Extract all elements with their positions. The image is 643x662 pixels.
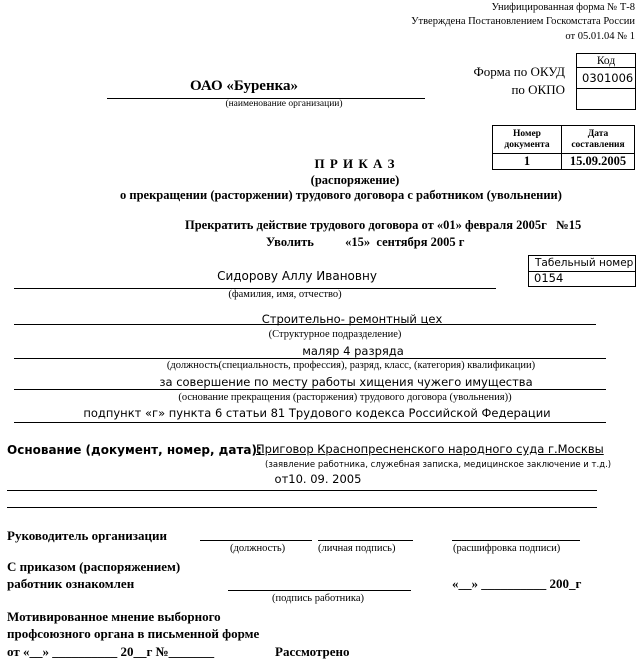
employee-name-caption: (фамилия, имя, отчество) (228, 289, 342, 300)
department-caption: (Структурное подразделение) (268, 329, 402, 340)
ack-line-1: С приказом (распоряжением) (7, 559, 181, 574)
basis-label: Основание (документ, номер, дата): (7, 443, 262, 457)
basis-date: от10. 09. 2005 (274, 472, 362, 486)
basis-caption: (заявление работника, служебная записка, медицинское заключение и т.д.) (265, 460, 612, 470)
order-description: о прекращении (расторжении) трудового договора с работником (увольнении) (120, 188, 562, 202)
code-header: Код (596, 55, 616, 67)
organization-name: ОАО «Буренка» (189, 78, 299, 94)
legal-article: подпункт «г» пункта 6 статьи 81 Трудового кодекса Российской Федерации (83, 406, 551, 420)
decoding-caption: (расшифровка подписи) (453, 543, 561, 554)
basis-underline-1 (7, 490, 597, 491)
ack-date: «__» __________ 200_г (452, 576, 582, 591)
union-line-3: от «__» __________ 20__г №_______ (7, 644, 215, 659)
order-subtitle: (распоряжение) (310, 173, 400, 187)
union-line-2: профсоюзного органа в письменной форме (7, 626, 260, 641)
tabel-number-value: 0154 (534, 271, 564, 285)
union-line-1: Мотивированное мнение выборного (7, 609, 221, 624)
department-value: Строительно- ремонтный цех (261, 312, 443, 326)
basis-value: Приговор Краснопресненского народного суда г.Москвы (256, 442, 604, 456)
number-header-2: документа (504, 139, 550, 150)
approval-date-line: от 05.01.04 № 1 (565, 31, 635, 42)
employee-signature-caption: (подпись работника) (271, 593, 365, 604)
department-underline (14, 324, 596, 325)
date-header-1: Дата (587, 128, 609, 139)
okud-label: Форма по ОКУД (473, 64, 565, 79)
terminate-contract-line: Прекратить действие трудового договора от «01» февраля 2005г №15 (185, 218, 582, 232)
union-reviewed: Рассмотрено (275, 644, 350, 659)
position-underline (14, 358, 606, 359)
doc-date-value: 15.09.2005 (562, 154, 635, 170)
doc-number-table (492, 125, 635, 170)
organization-caption: (наименование организации) (225, 99, 343, 109)
reason-caption: (основание прекращения (расторжения) трудового договора (увольнения)) (178, 392, 512, 403)
head-decoding-line (452, 540, 580, 541)
order-title: П Р И К А З (314, 156, 396, 171)
position-value: маляр 4 разряда (302, 344, 404, 358)
approval-line: Утверждена Постановлением Госкомстата России (411, 16, 635, 27)
number-header-1: Номер (513, 128, 541, 139)
form-number-line: Унифицированная форма № Т-8 (491, 2, 635, 13)
okpo-label: по ОКПО (511, 82, 565, 97)
signature-caption: (личная подпись) (318, 543, 396, 554)
ack-line-2: работник ознакомлен (7, 576, 135, 591)
employee-signature-line (228, 590, 411, 591)
okud-value: 0301006 (582, 71, 634, 85)
head-label: Руководитель организации (7, 528, 167, 543)
article-underline (14, 422, 606, 423)
head-signature-line (318, 540, 413, 541)
date-header-2: составления (571, 139, 625, 150)
head-position-line (200, 540, 312, 541)
position-caption-sig: (должность) (230, 543, 286, 554)
dismiss-line: Уволить «15» сентября 2005 г (266, 235, 465, 249)
position-caption: (должность(специальность, профессия), разряд, класс, (категория) квалификации) (166, 360, 536, 371)
doc-number-value: 1 (493, 154, 562, 170)
tabel-number-label: Табельный номер (535, 257, 634, 269)
dismissal-reason: за совершение по месту работы хищения чужего имущества (159, 375, 533, 389)
reason-underline (14, 389, 606, 390)
basis-underline-2 (7, 507, 597, 508)
employee-name: Сидорову Аллу Ивановну (217, 269, 377, 283)
